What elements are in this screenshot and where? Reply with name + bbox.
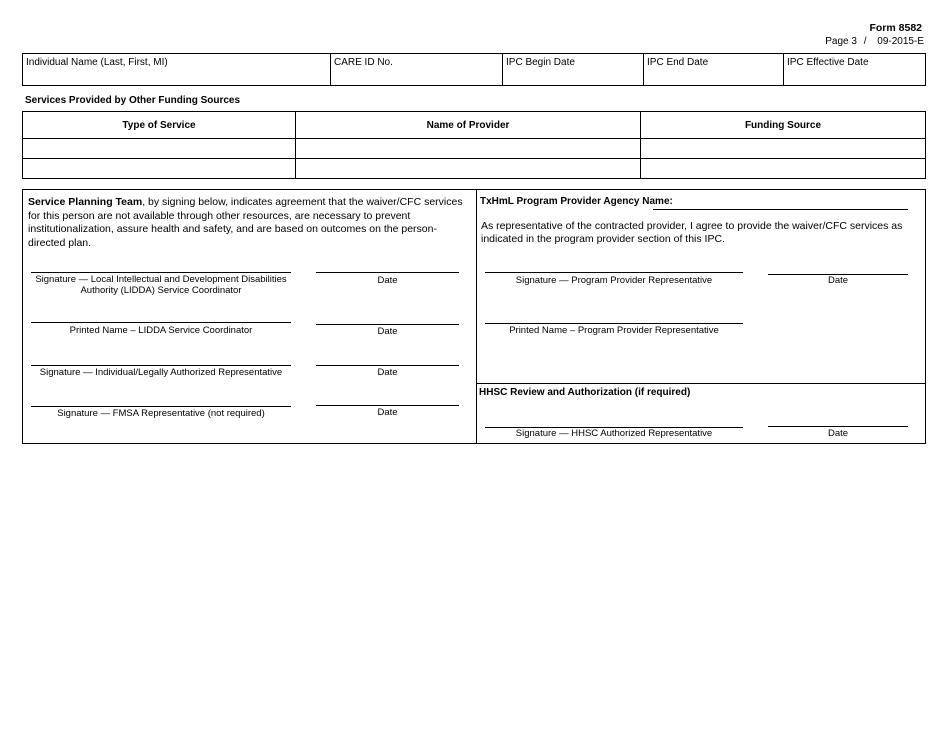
page-separator: / xyxy=(863,36,867,47)
funding-source-cell[interactable] xyxy=(640,159,925,178)
ipc-effective-date-label: IPC Effective Date xyxy=(787,57,869,68)
provider-printed-name-line[interactable] xyxy=(485,323,743,324)
ipc-end-date-field[interactable] xyxy=(643,54,783,85)
name-of-provider-cell[interactable] xyxy=(295,159,640,178)
name-of-provider-header: Name of Provider xyxy=(295,112,640,138)
name-of-provider-cell[interactable] xyxy=(295,139,640,158)
type-of-service-cell[interactable] xyxy=(23,159,295,178)
individual-signature-label: Signature — Individual/Legally Authorized Representative xyxy=(39,367,283,378)
planning-team-statement xyxy=(28,196,468,250)
type-of-service-cell[interactable] xyxy=(23,139,295,158)
provider-printed-name-label: Printed Name – Program Provider Representative xyxy=(509,325,719,336)
lidda-printed-name-line[interactable] xyxy=(31,322,291,323)
fmsa-signature-line[interactable] xyxy=(31,406,291,407)
lidda-date-line[interactable] xyxy=(316,272,459,273)
agency-name-input-line[interactable] xyxy=(653,209,908,210)
lidda-signature-line[interactable] xyxy=(31,272,291,273)
page-label: Page 3 xyxy=(825,36,857,47)
signature-block xyxy=(22,189,926,444)
individual-info-table xyxy=(22,53,926,86)
agency-name-label: TxHmL Program Provider Agency Name: xyxy=(480,196,673,207)
planning-team-lead: Service Planning Team xyxy=(28,196,143,208)
type-of-service-header: Type of Service xyxy=(122,119,196,131)
form-revision: 09-2015-E xyxy=(877,36,924,47)
fmsa-date-line[interactable] xyxy=(316,405,459,406)
table-row xyxy=(23,138,925,158)
funding-source-header: Funding Source xyxy=(640,112,925,138)
ipc-begin-date-label: IPC Begin Date xyxy=(506,57,575,68)
ipc-begin-date-field[interactable] xyxy=(502,54,643,85)
lidda-signature-label: Signature — Local Intellectual and Development Disabilities Authority (LIDDA) Service Coordinator xyxy=(35,274,287,296)
individual-date-line[interactable] xyxy=(316,365,459,366)
care-id-field[interactable] xyxy=(330,54,502,85)
lidda-printed-date-label: Date xyxy=(377,326,398,337)
hhsc-date-label: Date xyxy=(827,428,849,439)
lidda-printed-date-line[interactable] xyxy=(316,324,459,325)
provider-date-label: Date xyxy=(827,275,849,286)
column-divider xyxy=(476,190,477,443)
fmsa-signature-label: Signature — FMSA Representative (not required) xyxy=(57,408,265,419)
provider-statement: As representative of the contracted provider, I agree to provide the waiver/CFC services as indicated in the program provider section of this IPC. xyxy=(481,220,903,245)
lidda-date-label: Date xyxy=(377,275,398,286)
hhsc-divider xyxy=(476,383,926,384)
hhsc-section-title: HHSC Review and Authorization (if required) xyxy=(479,387,691,398)
services-header-row xyxy=(23,112,925,138)
individual-signature-line[interactable] xyxy=(31,365,291,366)
table-row xyxy=(23,158,925,178)
individual-name-field[interactable] xyxy=(23,54,330,85)
page-info xyxy=(825,36,924,47)
planning-team-text: , by signing below, indicates agreement that the waiver/CFC services for this person are not available through other resources, are necessary to prevent institutionalization, assure health and safety, and are based on outcomes on the person-directed plan. xyxy=(28,196,463,249)
hhsc-signature-label: Signature — HHSC Authorized Representative xyxy=(515,428,713,439)
provider-signature-line[interactable] xyxy=(485,272,743,273)
ipc-end-date-label: IPC End Date xyxy=(647,57,709,68)
hhsc-date-line[interactable] xyxy=(768,426,908,427)
provider-signature-label: Signature — Program Provider Representative xyxy=(515,275,713,286)
services-section-title: Services Provided by Other Funding Sources xyxy=(25,95,241,106)
individual-date-label: Date xyxy=(377,367,398,378)
individual-name-label: Individual Name (Last, First, MI) xyxy=(26,57,168,68)
funding-source-cell[interactable] xyxy=(640,139,925,158)
services-table xyxy=(22,111,926,179)
care-id-label: CARE ID No. xyxy=(334,57,393,68)
fmsa-date-label: Date xyxy=(377,407,398,418)
form-number: Form 8582 xyxy=(869,22,922,34)
ipc-effective-date-field[interactable] xyxy=(783,54,925,85)
lidda-printed-name-label: Printed Name – LIDDA Service Coordinator xyxy=(69,325,253,336)
